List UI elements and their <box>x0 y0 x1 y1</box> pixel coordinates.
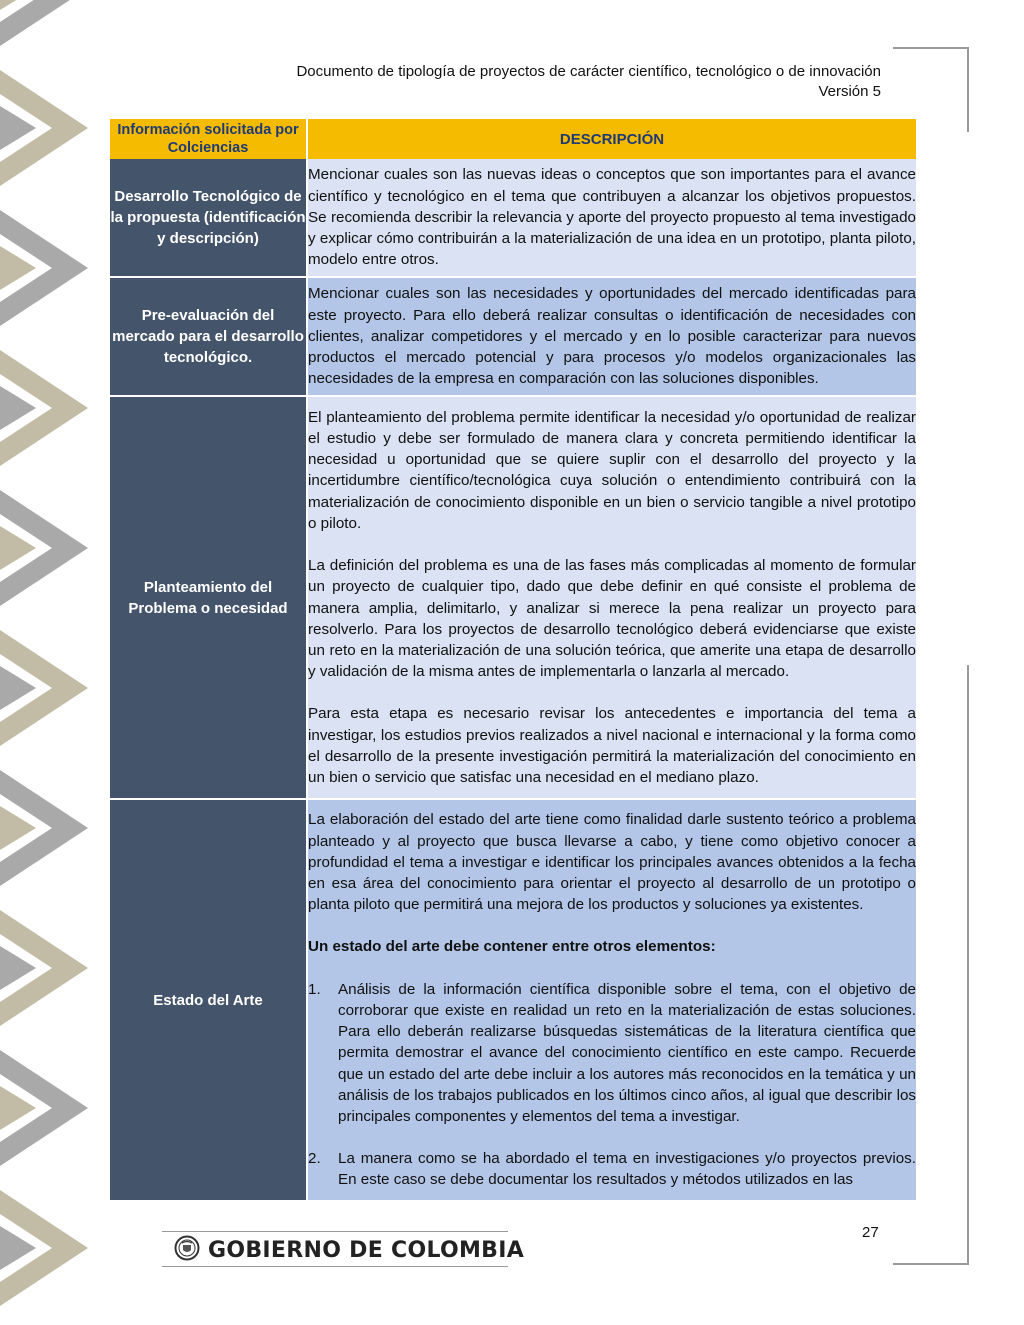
row-label-estado-del-arte: Estado del Arte <box>110 799 307 1201</box>
table-row <box>110 159 916 277</box>
elements-list <box>308 979 916 1191</box>
row-text-pre-evaluacion <box>307 277 916 396</box>
row-label-planteamiento: Planteamiento del Problema o necesidad <box>110 396 307 799</box>
header-info-solicitada: Información solicitada por Colciencias <box>110 119 307 159</box>
paragraph: Mencionar cuales son las necesidades y oportunidades del mercado identificadas para este proyecto. Para ello deberá realizar consultas o identificación de necesidades con clientes, analizar competidores y el mercado y en lo posible caracterizar para nuevos productos el mercado potencial y para procesos y/o modelos organizacionales las necesidades de la empresa en comparación con las soluciones disponibles. <box>308 285 916 388</box>
subheading: Un estado del arte debe contener entre otros elementos: <box>308 938 716 956</box>
row-text-estado-del-arte <box>307 799 916 1201</box>
footer-logo <box>174 1235 524 1266</box>
footer-logo-text: GOBIERNO DE COLOMBIA <box>208 1238 525 1263</box>
list-item-number: 1. <box>308 980 321 998</box>
list-item-text: Análisis de la información científica disponible sobre el tema, con el objetivo de corroborar que existe en realidad un reto en la materialización de estas soluciones. Para ello deberán realizarse búsquedas sistemáticas de la literatura científica que permita demostrar el avance del conocimiento científico en este campo. Recuerde que un estado del arte debe incluir a los autores más reconocidos en la temática y un análisis de los trabajos publicados en los últimos cinco años, al igual que describir los principales componentes y elementos del tema a investigar. <box>338 980 916 1125</box>
header-descripcion: DESCRIPCIÓN <box>307 119 916 159</box>
frame-line-right-bottom <box>967 665 969 1265</box>
document-version: Versión 5 <box>818 83 881 100</box>
row-label-desarrollo-tecnologico: Desarrollo Tecnológico de la propuesta (identificación y descripción) <box>110 159 307 277</box>
document-title: Documento de tipología de proyectos de carácter científico, tecnológico o de innovación <box>296 63 881 80</box>
frame-line-top <box>893 47 968 49</box>
paragraph: Para esta etapa es necesario revisar los antecedentes e importancia del tema a investigar, los estudios previos realizados a nivel nacional e internacional y la forma como el desarrollo de la presente investigación permitirá la materialización del conocimiento en un bien o servicio que satisfac una necesidad en el mediano plazo. <box>308 705 916 786</box>
document-header <box>296 62 881 102</box>
paragraph: Mencionar cuales son las nuevas ideas o conceptos que son importantes para el avance científico y tecnológico en el tema que contribuyen a alcanzar los objetivos propuestos. Se recomienda describir la relevancia y aporte del proyecto propuesto al tema investigado y explicar cómo contribuirán a la materialización de una idea en un prototipo, planta piloto, modelo entre otros. <box>308 166 916 269</box>
table-row <box>110 799 916 1201</box>
row-text-planteamiento <box>307 396 916 799</box>
list-item <box>308 979 916 1127</box>
row-text-desarrollo-tecnologico <box>307 159 916 277</box>
row-label-pre-evaluacion: Pre-evaluación del mercado para el desarrollo tecnológico. <box>110 277 307 396</box>
list-item-number: 2. <box>308 1150 321 1168</box>
table-header-row <box>110 119 916 159</box>
list-item <box>308 1148 916 1190</box>
list-item-text: La manera como se ha abordado el tema en investigaciones y/o proyectos previos. En este caso se debe documentar los resultados y métodos utilizados en las <box>338 1150 916 1189</box>
table-row <box>110 396 916 799</box>
decorative-chevron-band <box>0 0 92 1325</box>
paragraph: El planteamiento del problema permite identificar la necesidad y/o oportunidad de realizar el estudio y debe ser formulado de manera clara y concreta permitiendo identificar la necesidad u oportunidad que se quiere suplir con el desarrollo del proyecto y la incertidumbre científico/tecnológica cuya solución o entendimiento contribuirá con la materialización de conocimiento disponible en un bien o servicio tangible a nivel prototipo o piloto. <box>308 408 916 532</box>
table-row <box>110 277 916 396</box>
footer-divider-bottom <box>162 1266 508 1267</box>
paragraph: La definición del problema es una de las fases más complicadas al momento de formular un proyecto de cualquier tipo, dado que debe definir en qué consiste el problema de manera amplia, delimitarlo, y analizar si merece la pena realizar un proyecto para resolverlo. Para los proyectos de desarrollo tecnológico deberá evidenciarse que existe un reto en la materialización de una solución teórica, que amerite una etapa de desarrollo y validación de la misma antes de implementarla o lanzarla al mercado. <box>308 557 916 681</box>
frame-line-right-top <box>967 47 969 132</box>
info-table <box>110 119 916 1202</box>
page-number: 27 <box>862 1224 879 1241</box>
colombia-coat-of-arms-icon <box>174 1235 200 1266</box>
footer-divider-top <box>162 1231 508 1232</box>
chevron-shape <box>0 0 88 46</box>
frame-line-bottom <box>893 1263 969 1265</box>
paragraph: La elaboración del estado del arte tiene como finalidad darle sustento teórico a problema planteado y al proyecto que busca llevarse a cabo, y tiene como objetivo conocer a profundidad el tema a investigar e identificar los principales avances obtenidos a la fecha en esa área del conocimiento para orientar el proyecto al desarrollo de un prototipo o planta piloto que permitirá una mejora de los productos y soluciones ya existentes. <box>308 811 916 914</box>
